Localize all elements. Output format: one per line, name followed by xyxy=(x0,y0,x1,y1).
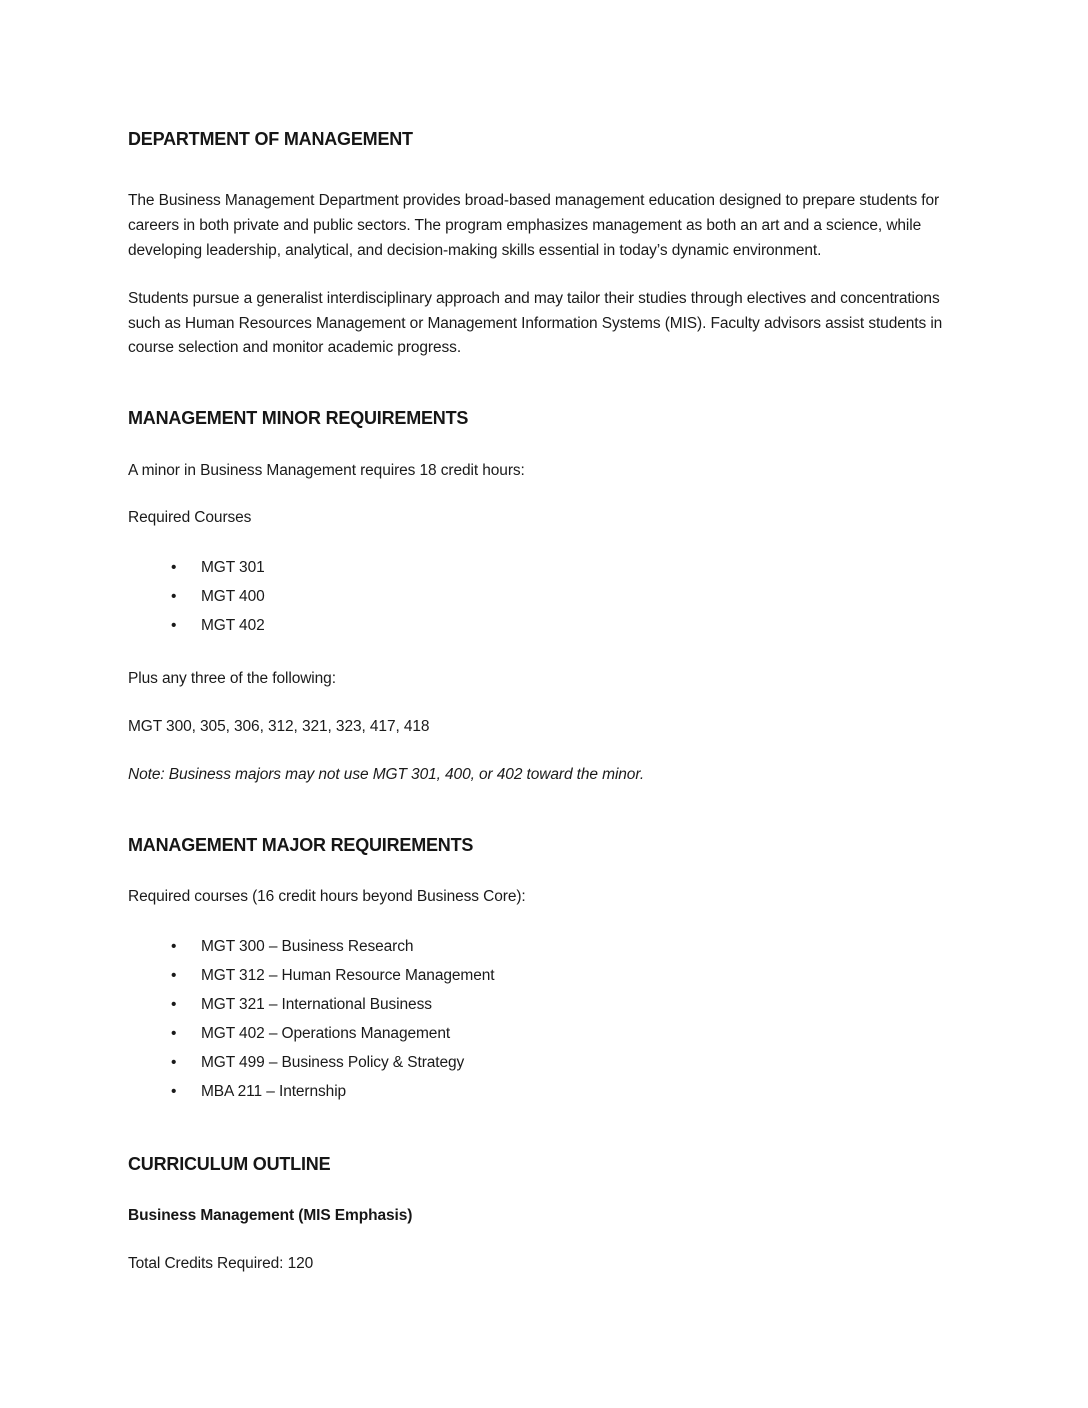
minor-note: Note: Business majors may not use MGT 301, 400, or 402 toward the minor. xyxy=(128,765,645,783)
minor-electives: MGT 300, 305, 306, 312, 321, 323, 417, 418 xyxy=(128,717,430,735)
major-intro: Required courses (16 credit hours beyond Business Core): xyxy=(128,887,526,905)
list-item: • MGT 321 – International Business xyxy=(171,991,960,1020)
list-item: • MGT 300 – Business Research xyxy=(171,933,960,962)
list-item: • MGT 402 xyxy=(171,612,960,641)
list-item: • MGT 402 – Operations Management xyxy=(171,1020,960,1049)
minor-requirements-heading: MANAGEMENT MINOR REQUIREMENTS xyxy=(128,408,469,429)
list-item: • MGT 499 – Business Policy & Strategy xyxy=(171,1049,960,1078)
minor-required-course-list xyxy=(128,554,960,641)
intro-paragraph-2: Students pursue a generalist interdisciplinary approach and may tailor their studies through electives and concentrations such as Human Resources Management or Management Information Systems (MIS). Faculty advisors assist students in course selection and monitor academic progress. xyxy=(128,289,943,357)
minor-electives-intro: Plus any three of the following: xyxy=(128,670,336,688)
document-title: DEPARTMENT OF MANAGEMENT xyxy=(128,129,413,149)
major-requirements-heading: MANAGEMENT MAJOR REQUIREMENTS xyxy=(128,834,474,855)
list-item: • MGT 301 xyxy=(171,554,960,583)
curriculum-subheading: Business Management (MIS Emphasis) xyxy=(128,1206,413,1224)
major-course-list xyxy=(128,933,960,1107)
minor-intro: A minor in Business Management requires 18 credit hours: xyxy=(128,461,525,479)
curriculum-outline-heading: CURRICULUM OUTLINE xyxy=(128,1153,331,1174)
list-item: • MBA 211 – Internship xyxy=(171,1078,960,1107)
minor-required-courses-label: Required Courses xyxy=(128,509,252,527)
list-item: • MGT 312 – Human Resource Management xyxy=(171,962,960,991)
intro-paragraph-1: The Business Management Department provides broad-based management education designed to prepare students for careers in both private and public sectors. The program emphasizes management as both an art and a science, while developing leadership, analytical, and decision-making skills essential in today’s dynamic environment. xyxy=(128,192,940,259)
list-item: • MGT 400 xyxy=(171,583,960,612)
total-credits: Total Credits Required: 120 xyxy=(128,1254,314,1272)
